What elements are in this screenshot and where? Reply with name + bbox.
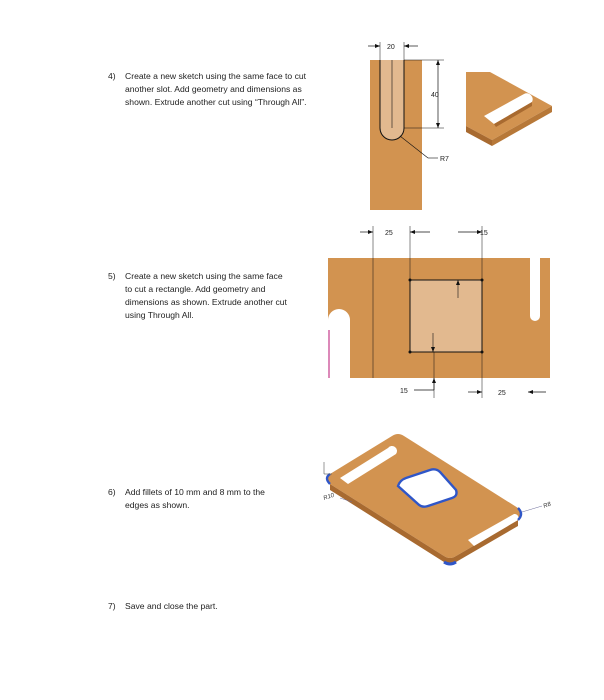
- fillet-r8-leader: [522, 506, 542, 512]
- dim-r7-label: R7: [440, 156, 449, 163]
- dim-20-arrowhead-left: [375, 44, 380, 48]
- step-4-line-1: Create a new sketch using the same face to cut: [125, 71, 307, 81]
- step-5-text: [108, 270, 287, 322]
- step-4-number: 4): [108, 71, 116, 81]
- dim-25-arrowhead-right: [410, 230, 415, 234]
- step-6-number: 6): [108, 487, 116, 497]
- dim-15-bottom-label: 15: [400, 388, 408, 395]
- step-6-line-2: edges as shown.: [125, 500, 190, 510]
- rectangle-cut-sketch: [410, 280, 482, 352]
- step-6-text: [108, 486, 265, 512]
- dim-40-arrowhead-bottom: [436, 123, 440, 128]
- dim-20-arrowhead-right: [404, 44, 409, 48]
- right-slot-cut: [530, 258, 540, 321]
- left-slot-cut: [328, 309, 350, 378]
- step-5-line-4: using Through All.: [125, 310, 194, 320]
- dim-25-top-label: 25: [385, 230, 393, 237]
- step-7-text: [108, 600, 218, 613]
- fillet-r8-label: R8: [542, 501, 552, 510]
- step-5-number: 5): [108, 271, 116, 281]
- dim-40-label: 40: [431, 92, 439, 99]
- step-6-line-1: Add fillets of 10 mm and 8 mm to the: [125, 487, 265, 497]
- step-7-number: 7): [108, 601, 116, 611]
- slot-sketch-figure: [360, 36, 460, 216]
- dim-25-arrowhead-left: [368, 230, 373, 234]
- step-7-line-1: Save and close the part.: [125, 601, 218, 611]
- dim-25-bottom-arrowhead-left: [477, 390, 482, 394]
- step-4-text: [108, 70, 307, 109]
- dim-20-label: 20: [387, 44, 395, 51]
- step-5-line-3: dimensions as shown. Extrude another cut: [125, 297, 287, 307]
- slot-isometric-figure: [462, 66, 562, 156]
- left-slot-edge: [328, 330, 330, 378]
- dim-25-bottom-label: 25: [498, 390, 506, 397]
- step-5-line-2: to cut a rectangle. Add geometry and: [125, 284, 266, 294]
- fillet-isometric-figure: [318, 428, 578, 568]
- fillet-r10-label: R10: [322, 492, 336, 502]
- dim-25-bottom-arrowhead-right: [528, 390, 533, 394]
- step-4-line-3: shown. Extrude another cut using “Through All”.: [125, 97, 307, 107]
- step-5-line-1: Create a new sketch using the same face: [125, 271, 283, 281]
- rectangle-sketch-figure: [318, 218, 558, 398]
- dim-15-top-label: 15: [480, 230, 488, 237]
- rect-corner-bl: [409, 351, 412, 354]
- dim-40-arrowhead-top: [436, 60, 440, 65]
- step-4-line-2: another slot. Add geometry and dimensions as: [125, 84, 302, 94]
